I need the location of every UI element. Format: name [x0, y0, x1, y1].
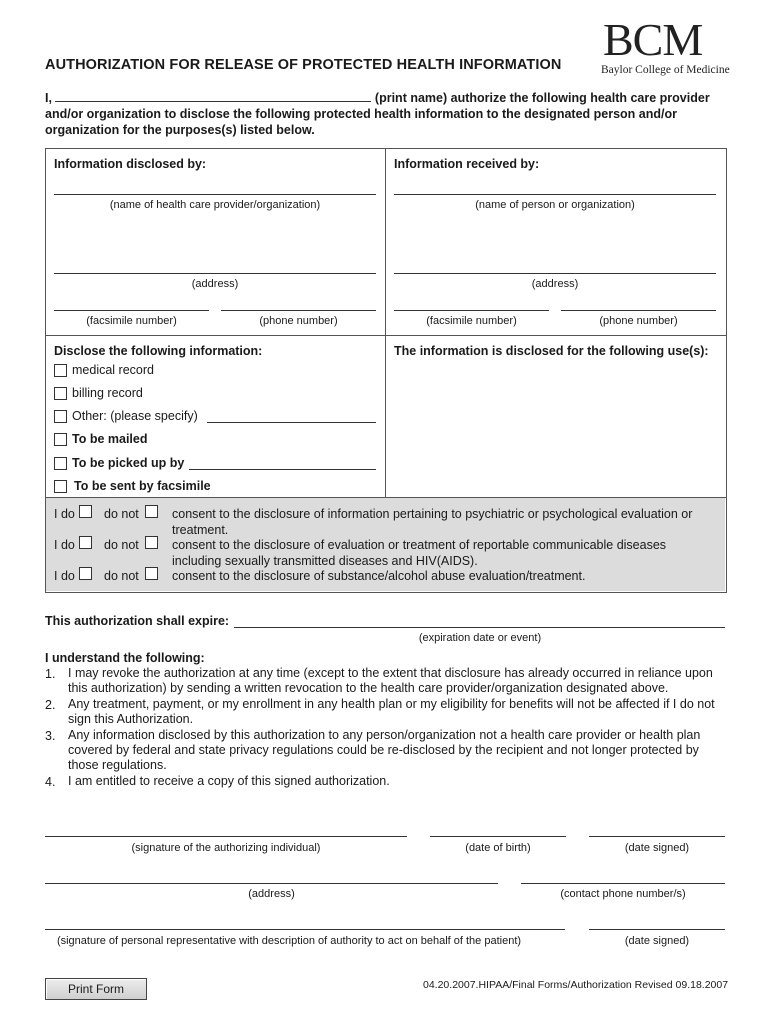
understand-item-3: Any information disclosed by this authorization to any person/organization not a health care provider or health plan covered by federal and state privacy regulations could be re-disclosed by the recipient and not longer protected by those regulations.	[68, 728, 701, 773]
disclosed-by-address-caption: (address)	[191, 278, 239, 290]
bcm-logo: BCM	[603, 14, 703, 65]
expiration-caption: (expiration date or event)	[418, 632, 542, 644]
dob-field[interactable]	[430, 836, 566, 837]
disclosed-by-name-caption: (name of health care provider/organization)	[109, 199, 321, 211]
medical-record-label: medical record	[72, 363, 154, 377]
consent-2-ido-checkbox[interactable]	[79, 536, 92, 549]
form-title: AUTHORIZATION FOR RELEASE OF PROTECTED HEALTH INFORMATION	[45, 57, 562, 73]
expire-label: This authorization shall expire:	[45, 614, 230, 628]
billing-record-label: billing record	[72, 386, 143, 400]
disclosed-by-name-field[interactable]	[54, 194, 376, 195]
picked-up-by-field[interactable]	[189, 469, 376, 470]
other-specify-field[interactable]	[207, 422, 376, 423]
disclosed-by-fax-field[interactable]	[54, 310, 209, 311]
received-by-phone-caption: (phone number)	[599, 315, 678, 327]
bcm-logo-subtitle: Baylor College of Medicine	[601, 64, 730, 76]
to-be-mailed-checkbox[interactable]	[54, 433, 67, 446]
consent-1-donot-label: do not	[104, 507, 139, 521]
consent-1-donot-checkbox[interactable]	[145, 505, 158, 518]
received-by-phone-field[interactable]	[561, 310, 716, 311]
contact-phone-field[interactable]	[521, 883, 725, 884]
consent-3-text: consent to the disclosure of substance/alcohol abuse evaluation/treatment.	[172, 569, 586, 583]
facsimile-label: To be sent by facsimile	[74, 479, 211, 493]
consent-3-ido-label: I do	[54, 569, 75, 583]
representative-signature-field[interactable]	[45, 929, 565, 930]
other-checkbox[interactable]	[54, 410, 67, 423]
disclosed-by-phone-field[interactable]	[221, 310, 376, 311]
print-form-button[interactable]: Print Form	[45, 978, 147, 1000]
disclose-info-heading: Disclose the following information:	[54, 344, 263, 358]
received-by-name-caption: (name of person or organization)	[475, 199, 635, 211]
date-signed-caption-2: (date signed)	[624, 935, 690, 947]
understand-item-1: I may revoke the authorization at any time (except to the extent that disclosure has already occurred in reliance upon this authorization) by sending a written revocation to the health care provider/organization designated above.	[68, 666, 713, 696]
understand-num-2: 2.	[45, 698, 56, 712]
received-by-fax-caption: (facsimile number)	[426, 315, 517, 327]
consent-1-ido-checkbox[interactable]	[79, 505, 92, 518]
received-by-heading: Information received by:	[394, 157, 540, 171]
consent-2-donot-label: do not	[104, 538, 139, 552]
other-label: Other: (please specify)	[72, 409, 198, 423]
picked-up-label: To be picked up by	[72, 456, 185, 470]
representative-signature-caption: (signature of personal representative with description of authority to act on behalf of the patient)	[56, 935, 522, 947]
consent-3-ido-checkbox[interactable]	[79, 567, 92, 580]
intro-paragraph	[45, 90, 735, 138]
print-name-field[interactable]	[55, 90, 371, 102]
disclosed-by-heading: Information disclosed by:	[54, 157, 207, 171]
footer-revision: 04.20.2007.HIPAA/Final Forms/Authorization Revised 09.18.2007	[423, 979, 729, 991]
received-by-fax-field[interactable]	[394, 310, 549, 311]
intro-text: (print name) authorize the following health care provider and/or organization to disclose the following protected health information to the designated person and/or organization for the purposes(s) listed below.	[45, 91, 710, 137]
expiration-field[interactable]	[234, 627, 725, 628]
column-divider	[385, 148, 386, 498]
intro-prefix: I,	[45, 91, 52, 105]
signature-caption: (signature of the authorizing individual)	[131, 842, 321, 854]
uses-heading: The information is disclosed for the following use(s):	[394, 344, 709, 358]
date-signed-caption-1: (date signed)	[624, 842, 690, 854]
disclosed-by-fax-caption: (facsimile number)	[86, 315, 177, 327]
understand-num-3: 3.	[45, 729, 56, 743]
consent-1-text: consent to the disclosure of information pertaining to psychiatric or psychological evaluation or treatment.	[172, 507, 693, 537]
consent-divider	[45, 497, 726, 498]
consent-3-donot-checkbox[interactable]	[145, 567, 158, 580]
understand-heading: I understand the following:	[45, 651, 205, 665]
consent-2-donot-checkbox[interactable]	[145, 536, 158, 549]
row-divider	[45, 335, 726, 336]
received-by-name-field[interactable]	[394, 194, 716, 195]
picked-up-checkbox[interactable]	[54, 457, 67, 470]
disclosed-by-phone-caption: (phone number)	[259, 315, 338, 327]
dob-caption: (date of birth)	[465, 842, 531, 854]
consent-3-donot-label: do not	[104, 569, 139, 583]
consent-2-ido-label: I do	[54, 538, 75, 552]
understand-num-1: 1.	[45, 667, 56, 681]
understand-item-4: I am entitled to receive a copy of this signed authorization.	[68, 774, 390, 788]
to-be-mailed-label: To be mailed	[72, 432, 148, 446]
address-field[interactable]	[45, 883, 498, 884]
contact-phone-caption: (contact phone number/s)	[560, 888, 686, 900]
address-caption: (address)	[248, 888, 295, 900]
consent-2-text: consent to the disclosure of evaluation or treatment of reportable communicable diseases including sexually transmitted diseases and HIV(AIDS).	[172, 538, 667, 568]
facsimile-checkbox[interactable]	[54, 480, 67, 493]
date-signed-field-2[interactable]	[589, 929, 725, 930]
consent-1-ido-label: I do	[54, 507, 75, 521]
medical-record-checkbox[interactable]	[54, 364, 67, 377]
received-by-address-field[interactable]	[394, 273, 716, 274]
disclosed-by-address-field[interactable]	[54, 273, 376, 274]
billing-record-checkbox[interactable]	[54, 387, 67, 400]
understand-num-4: 4.	[45, 775, 56, 789]
signature-field[interactable]	[45, 836, 407, 837]
date-signed-field-1[interactable]	[589, 836, 725, 837]
understand-item-2: Any treatment, payment, or my enrollment in any health plan or my eligibility for benefits will not be affected if I do not sign this Authorization.	[68, 697, 715, 727]
received-by-address-caption: (address)	[531, 278, 579, 290]
